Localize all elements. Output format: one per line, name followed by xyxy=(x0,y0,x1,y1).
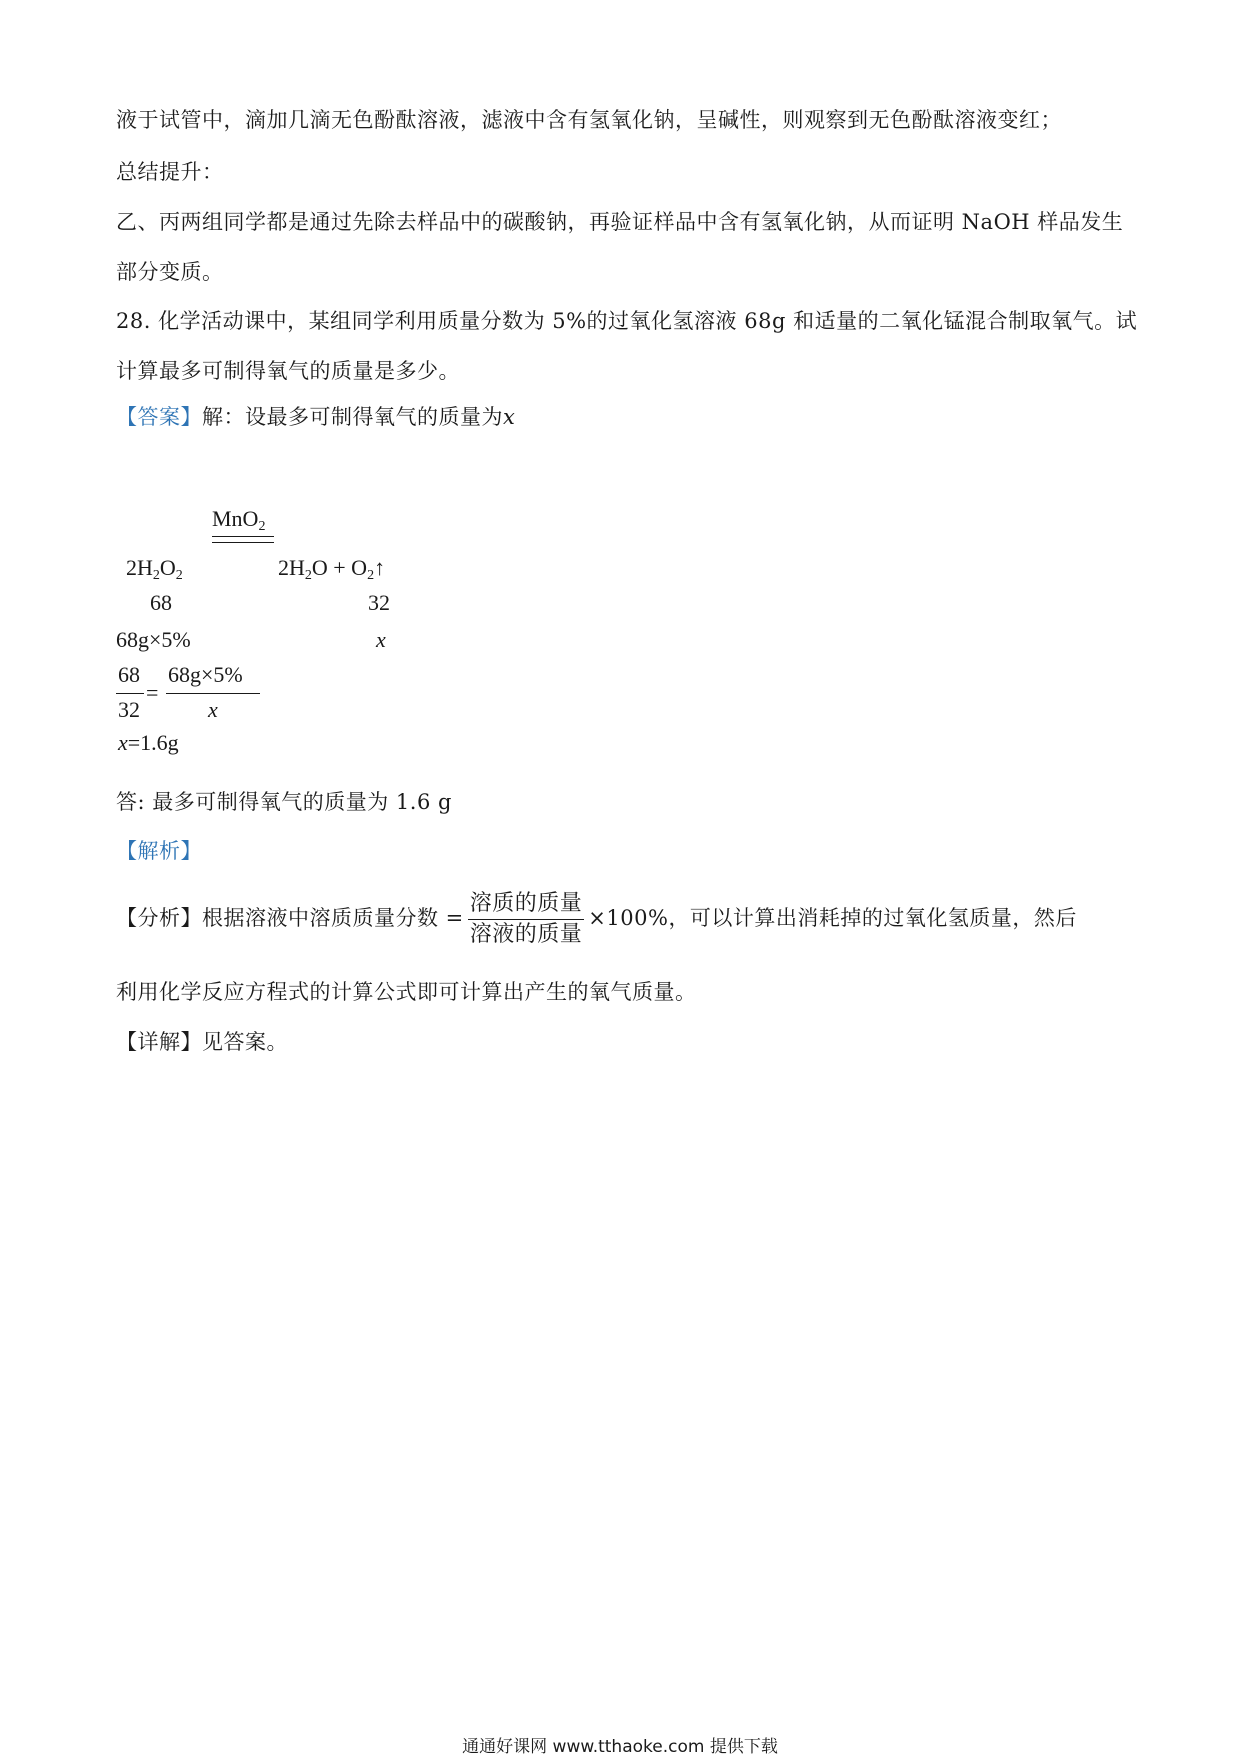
answer-var: x xyxy=(503,405,516,429)
conclusion: 答: 最多可制得氧气的质量为 1.6 g xyxy=(116,790,452,814)
answer-tag: 【答案】 xyxy=(116,405,202,429)
given-right: x xyxy=(376,627,386,652)
text-line-1: 液于试管中，滴加几滴无色酚酞溶液，滤液中含有氢氧化钠，呈碱性，则观察到无色酚酞溶液变红； xyxy=(116,108,1062,132)
detail-tag: 【详解】 xyxy=(116,1030,202,1054)
gas-arrow-icon: ↑ xyxy=(374,555,386,580)
ratio-denominator: 32 xyxy=(118,697,140,722)
analysis-formula-tail: ×100% xyxy=(588,906,669,930)
text-line-3: 乙、丙两组同学都是通过先除去样品中的碳酸钠，再验证样品中含有氢氧化钠，从而证明 NaOH 样品发生 xyxy=(116,210,1124,234)
analysis-line xyxy=(116,889,1077,950)
catalyst-label: MnO$_2$ xyxy=(212,506,266,534)
product-formula: $2H_2O$ + $O_2↑$ xyxy=(278,555,386,583)
ratio-bar-1 xyxy=(116,693,144,694)
ratio-numerator: 68 xyxy=(118,662,140,687)
mass-right: 32 xyxy=(368,590,390,615)
text-line-2: 总结提升： xyxy=(116,160,224,184)
ratio2-numerator: 68g×5% xyxy=(168,662,243,687)
question-28-cont: 计算最多可制得氧气的质量是多少。 xyxy=(116,359,460,383)
answer-line xyxy=(116,401,515,431)
analysis-tag: 【解析】 xyxy=(116,839,202,863)
analysis-line-2: 利用化学反应方程式的计算公式即可计算出产生的氧气质量。 xyxy=(116,980,697,1004)
reactant-formula: $2H_2O_2$ xyxy=(126,555,183,583)
analysis-pre: 根据溶液中溶质质量分数 = xyxy=(202,906,464,930)
text-line-4: 部分变质。 xyxy=(116,260,224,284)
ratio-bar-2 xyxy=(166,693,260,694)
detail-text: 见答案。 xyxy=(202,1030,288,1054)
reaction-double-line xyxy=(212,536,274,543)
answer-intro: 解：设最多可制得氧气的质量为 xyxy=(202,405,503,429)
given-left: 68g×5% xyxy=(116,627,191,652)
analysis-tag-label: 【分析】 xyxy=(116,906,202,930)
mass-fraction-formula: $\frac{\text{溶质的质量}}{\text{溶液的质量}}$ xyxy=(469,891,583,947)
detail-line xyxy=(116,1026,288,1056)
analysis-post: ，可以计算出消耗掉的过氧化氢质量，然后 xyxy=(668,906,1077,930)
ratio-equals: = xyxy=(146,680,159,705)
question-28: 28. 化学活动课中，某组同学利用质量分数为 5%的过氧化氢溶液 68g 和适量的二氧化锰混合制取氧气。试 xyxy=(116,309,1138,333)
mass-left: 68 xyxy=(150,590,172,615)
result-line: x=1.6g xyxy=(118,730,179,755)
page-footer: 通通好课网 www.tthaoke.com 提供下载 xyxy=(462,1737,778,1757)
ratio2-denominator: x xyxy=(208,697,218,722)
